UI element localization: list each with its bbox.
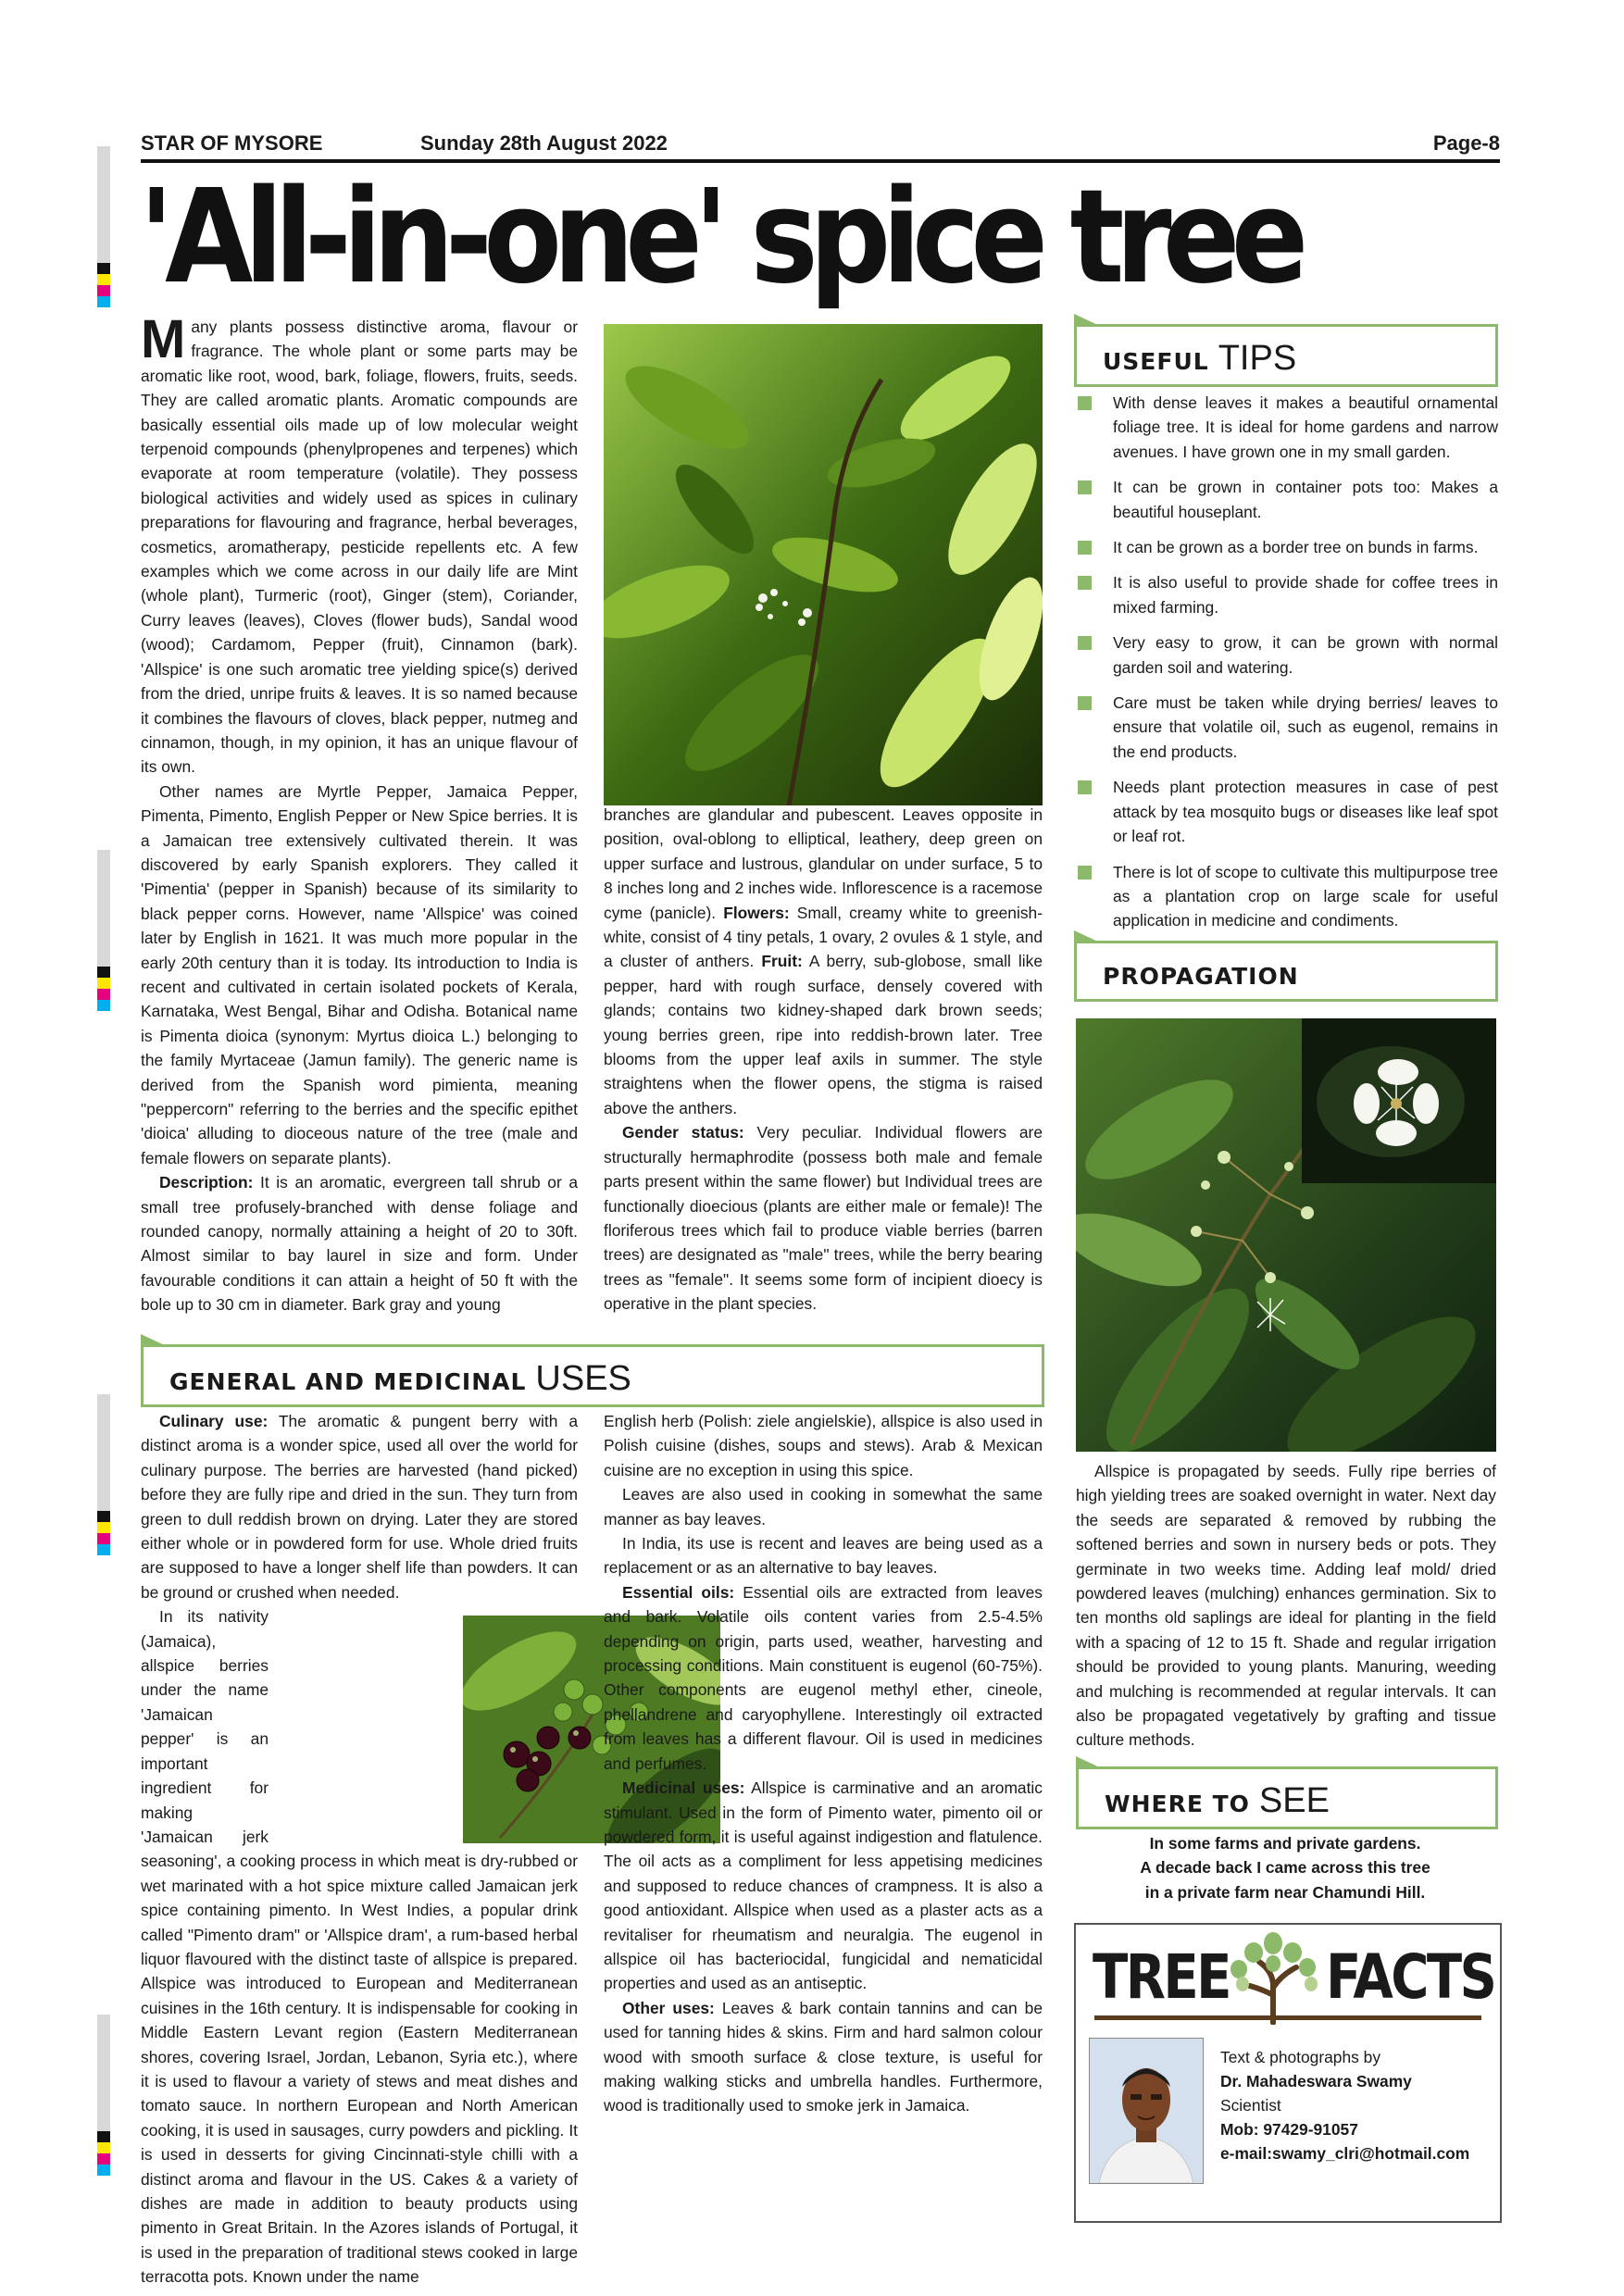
culinary-paragraph: Culinary use: The aromatic & pungent berry with a distinct aroma is a wonder spice, used all over the world for culinary purpose. The berries are harvested (hand picked) before they are fully ripe and dried in the sun. They turn from green to dull reddish brown on drying. Later they are stored either whole or in powdered form for use. Whole dried fruits are supposed to have a longer shelf life than powders. It can be ground or crushed when needed. — [141, 1412, 578, 1602]
uses-middle-column — [604, 1409, 1043, 2118]
tree-facts-word-tree: TREE — [1093, 1941, 1230, 2013]
header-tab — [1074, 314, 1102, 327]
header-tab — [141, 1334, 169, 1347]
bullet-square-icon — [1078, 576, 1092, 590]
allspice-foliage-photo — [604, 324, 1043, 805]
description-paragraph: Description: It is an aromatic, evergreen tall shrub or a small tree profusely-branched with dense foliage and rounded canopy, normally attaining a height of 20 to 30ft. Almost similar to bay laurel in size and form. Under favourable conditions it can attain a height of 50 ft with the bole up to 30 cm in diameter. Bark gray and young — [141, 1173, 578, 1315]
tip-item: Very easy to grow, it can be grown with normal garden soil and watering. — [1076, 630, 1498, 680]
bullet-square-icon — [1078, 866, 1092, 880]
author-mobile: Mob: 97429-91057 — [1220, 2120, 1358, 2139]
allspice-flowers-photo — [1076, 1018, 1496, 1452]
uses-left-column — [141, 1409, 578, 2290]
tree-logo-icon — [1222, 1930, 1324, 2025]
bullet-square-icon — [1078, 541, 1092, 555]
author-credit: Text & photographs by Dr. Mahadeswara Swamy Scientist Mob: 97429-91057 e-mail:swamy_clri@hotmail.com — [1220, 2045, 1469, 2165]
tip-item: It can be grown in container pots too: Makes a beautiful houseplant. — [1076, 475, 1498, 524]
registration-bar-2 — [97, 850, 110, 1011]
author-portrait-illustration — [1090, 2039, 1203, 2183]
bullet-square-icon — [1078, 480, 1092, 494]
tip-item: It can be grown as a border tree on bunds in farms. — [1076, 535, 1498, 559]
flowers-illustration — [1076, 1018, 1496, 1452]
registration-bar-1 — [97, 146, 110, 307]
tip-item: With dense leaves it makes a beautiful ornamental foliage tree. It is ideal for home gardens and narrow avenues. I have grown one in my small garden. — [1076, 391, 1498, 464]
intro-column — [141, 309, 578, 1317]
header-tab — [1076, 1756, 1104, 1769]
bullet-square-icon — [1078, 696, 1092, 710]
propagation-text: Allspice is propagated by seeds. Fully ripe berries of high yielding trees are soaked overnight in water. Next day the seeds are separated & removed by rubbing the softened berries and sown in nursery beds or pots. They germinate in two weeks time. Adding leaf mold/ dried powdered leaves (mulching) enhances germination. Six to ten months old saplings are ideal for planting in the field with a spacing of 12 to 15 ft. Shade and regular irrigation should be provided to young plants. Manuring, weeding and mulching is recommended at regular intervals. It can also be propagated vegetatively by grafting and tissue culture methods. — [1076, 1462, 1496, 1750]
photo-float-spacer — [276, 1608, 583, 1838]
tip-item: Care must be taken while drying berries/ leaves to ensure that volatile oil, such as eugenol, remains in the end products. — [1076, 691, 1498, 764]
author-role: Scientist — [1220, 2096, 1281, 2115]
paper-name: STAR OF MYSORE — [141, 131, 323, 155]
registration-bar-4 — [97, 2015, 110, 2176]
leaves-paragraph: Leaves are also used in cooking in somewhat the same manner as bay leaves. — [604, 1485, 1043, 1529]
botany-paragraph: branches are glandular and pubescent. Leaves opposite in position, oval-oblong to elliptical, leathery, deep green on upper surface and lustrous, glandular on under surface, 5 to 8 inches long and 2 inches wide. Inflorescence is a racemose cyme (panicle). Flowers: Small, creamy white to greenish-white, consist of 4 tiny petals, 1 ovary, 2 ovules & 1 style, and a cluster of anthers. Fruit: A berry, sub-globose, small like pepper, hard with rough surface, densely covered with glands; contains two kidney-shaped dark brown seeds; young berries green, ripe into reddish-brown later. Tree blooms from the upper leaf axils in summer. The style straightens when the flower opens, the stigma is raised above the anthers. — [604, 805, 1043, 1117]
nativity-paragraph: In its nativity (Jamaica), allspice berries under the name 'Jamaican pepper' is an important ingredient for making 'Jamaican jerk seasoning', a cooking process in which meat is dry-rubbed or wet marinated with a hot spice mixture called Jamaican jerk spice containing pimento. In West Indies, a popular drink called "Pimento dram" or 'Allspice dram', a rum-based herbal liquor flavoured with the distinct taste of allspice is prepared. Allspice was introduced to European and Mediterranean cuisines in the 16th century. It is indispensable for cooking in Middle Eastern Levant region (Eastern Mediterranean shores, covering Israel, Jordan, Lebanon, Syria etc.), where it is used to flavour a variety of stews and meat dishes and tomato sauce. In northern European and North American cooking, it is used in sausages, curry powders and pickling. It is used in desserts for giving Cincinnati-style chilli with a distinct aroma and flavour in the US. Cakes & a variety of dishes are made in addition to beauty products using pimento in Great Britain. In the Azores islands of Portugal, it is used in the preparation of traditional stews cooked in large terracotta pots. Known under the name — [141, 1607, 578, 2287]
header-tab — [1074, 930, 1102, 943]
foliage-illustration — [604, 324, 1043, 805]
page-number: Page-8 — [1432, 131, 1500, 155]
drop-cap: M — [141, 309, 186, 369]
tree-facts-rule — [1094, 2015, 1481, 2020]
tip-item: It is also useful to provide shade for coffee trees in mixed farming. — [1076, 570, 1498, 619]
bullet-square-icon — [1078, 396, 1092, 410]
author-photo — [1089, 2038, 1204, 2184]
headline: 'All-in-one' spice tree — [139, 162, 1300, 313]
gender-paragraph: Gender status: Very peculiar. Individual flowers are structurally hermaphrodite (possess both male and female parts present within the same flower) but Individual trees are functionally dioecious (plants are either male or female)! The floriferous trees which fail to produce viable berries (barren trees) are designated as "male" trees, while the berry bearing trees as "female". It seems some form of incipient dioecy is operative in the plant species. — [604, 1123, 1043, 1314]
english-herb-paragraph: English herb (Polish: ziele angielskie), allspice is also used in Polish cuisine (dishes, soups and stews). Arab & Mexican cuisine are no exception in using this spice. — [604, 1412, 1043, 1479]
uses-header: GENERAL AND MEDICINAL USES — [141, 1344, 1044, 1407]
tip-item: Needs plant protection measures in case of pest attack by tea mosquito bugs or diseases like leaf spot or leaf rot. — [1076, 775, 1498, 848]
other-names-paragraph: Other names are Myrtle Pepper, Jamaica Pepper, Pimenta, Pimento, English Pepper or New Spice berries. It is a Jamaican tree extensively cultivated therein. It was discovered by early Spanish explorers. They called it 'Pimentia' (pepper in Spanish) because of its similarity to black pepper corns. However, name 'Allspice' was coined later by English in 1621. It was much more popular in the early 20th century than it is today. Its introduction to India is recent and cultivated in certain isolated pockets of Kerala, Karnataka, West Bengal, Bihar and Odisha. Botanical name is Pimenta dioica (synonym: Myrtus dioica L.) belonging to the family Myrtaceae (Jamun family). The generic name is derived from the Spanish word pimienta, meaning "peppercorn" referring to the berries and the specific epithet 'dioica' alluding to dioceous nature of the tree (male and female flowers on separate plants). — [141, 781, 578, 1167]
propagation-header: PROPAGATION — [1074, 941, 1498, 1002]
bullet-square-icon — [1078, 780, 1092, 794]
where-to-see-text: In some farms and private gardens. A decade back I came across this tree in a private farm near Chamundi Hill. — [1140, 1834, 1430, 1902]
where-to-see-header: WHERE TO SEE — [1076, 1766, 1498, 1829]
botany-column — [604, 803, 1043, 1316]
tree-facts-word-facts: FACTS — [1326, 1941, 1495, 2013]
other-uses-paragraph: Other uses: Leaves & bark contain tannins and can be used for tanning hides & skins. Firm and hard salmon colour wood with smooth surface & close texture, is useful for making walking sticks and umbrella handles. Furthermore, wood is traditionally used to smoke jerk in Jamaica. — [604, 1998, 1043, 2115]
bullet-square-icon — [1078, 636, 1092, 650]
tree-facts-box — [1074, 1923, 1502, 2223]
intro-paragraph: Many plants possess distinctive aroma, flavour or fragrance. The whole plant or some parts may be aromatic like root, wood, bark, foliage, flowers, fruits, seeds. They are called aromatic plants. Aromatic compounds are basically essential oils made up of low molecular weight terpenoid compounds (phenylpropenes and terpenes) which evaporate at room temperature (volatile). They possess biological activities and widely used as spices in culinary preparations for flavouring and fragrance, herbal beverages, cosmetics, aromatherapy, pesticide repellents etc. A few examples which we come across in our daily life are Mint (whole plant), Turmeric (root), Ginger (stem), Coriander, Curry leaves (leaves), Cloves (flower buds), Sandal wood (wood); Cardamom, Pepper (fruit), Cinnamon (bark). 'Allspice' is one such aromatic tree yielding spice(s) derived from the dried, unripe fruits & leaves. It is so named because it combines the flavours of cloves, black pepper, nutmeg and cinnamon, though, in my opinion, it has an unique flavour of its own. — [141, 309, 578, 777]
medicinal-paragraph: Medicinal uses: Allspice is carminative and an aromatic stimulant. Used in the form of Pimento water, pimento oil or powdered form, it is useful against indigestion and flatulence. The oil acts as a compliment for less appetising medicines and supposed to reduce chances of crampness. It is also a good antioxidant. Allspice when used as a plaster acts as a revitaliser for rheumatism and neuralgia. The eugenol in allspice oil has bacteriocidal, fungicidal and nematicidal properties and used as an antiseptic. — [604, 1778, 1043, 1993]
useful-tips-header: USEFUL TIPS — [1074, 324, 1498, 387]
essential-oils-paragraph: Essential oils: Essential oils are extracted from leaves and bark. Volatile oils content varies from 2.5-4.5% depending on origin, parts used, weather, harvesting and processing conditions. Main constituent is eugenol (60-75%). Other components are eugenol methyl ether, cineole, phellandrene and caryophyllene. Interestingly oil extracted from leaves has a different flavour. Oil is used in medicines and perfumes. — [604, 1582, 1043, 1773]
india-paragraph: In India, its use is recent and leaves are being used as a replacement or as an alternative to bay leaves. — [604, 1534, 1043, 1578]
issue-date: Sunday 28th August 2022 — [420, 131, 668, 155]
registration-bar-3 — [97, 1394, 110, 1555]
useful-tips-list — [1076, 391, 1498, 933]
tip-item: There is lot of scope to cultivate this multipurpose tree as a plantation crop on large scale for useful application in medicine and condiments. — [1076, 860, 1498, 933]
author-email: e-mail:swamy_clri@hotmail.com — [1220, 2144, 1470, 2163]
masthead — [141, 131, 1500, 159]
author-name: Dr. Mahadeswara Swamy — [1220, 2072, 1412, 2090]
